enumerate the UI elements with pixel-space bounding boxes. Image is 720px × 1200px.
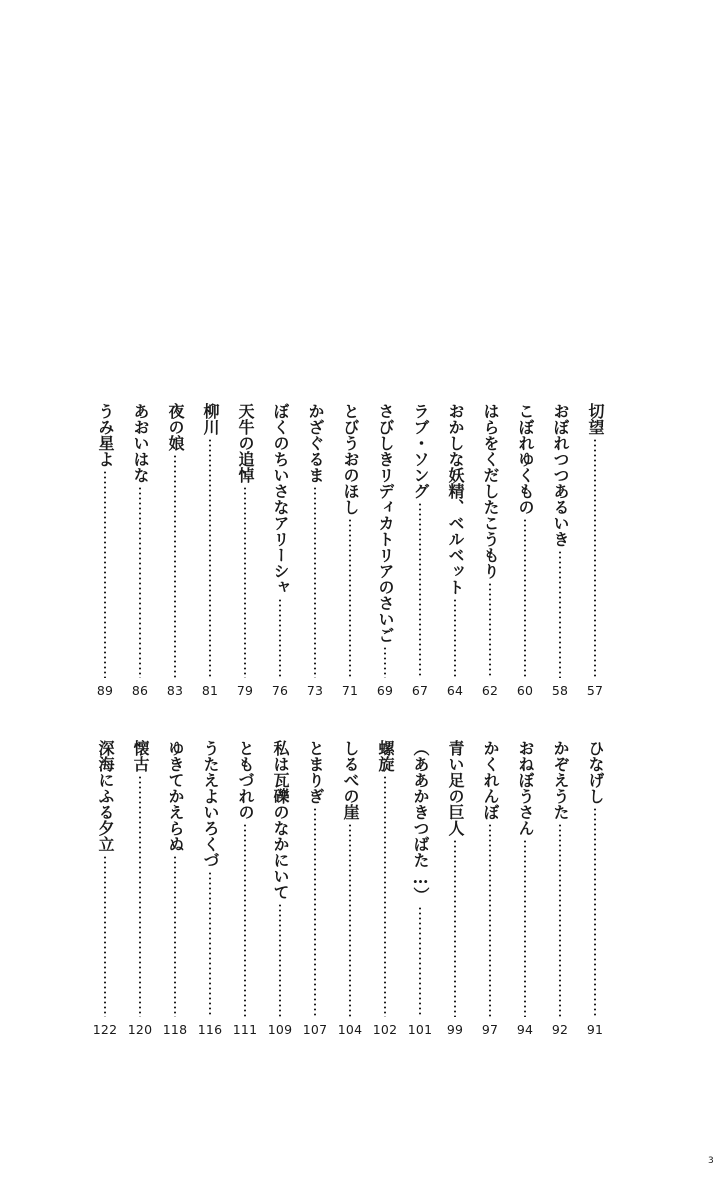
toc-entry-page: 118 <box>162 1022 188 1037</box>
toc-entry-title: うたえよいろくづ <box>201 740 220 868</box>
toc-entry <box>580 740 610 1037</box>
dot-leader <box>209 871 211 1017</box>
toc-entry-page: 111 <box>232 1022 258 1037</box>
toc-entry-title: しるべの崖 <box>341 740 360 820</box>
dot-leader <box>594 807 596 1017</box>
toc-entry-title: 螺旋 <box>376 740 395 772</box>
toc-entry <box>160 403 190 698</box>
dot-leader <box>314 486 316 678</box>
toc-entry-page: 76 <box>271 683 289 698</box>
toc-entry-page: 91 <box>586 1022 604 1037</box>
dot-leader <box>524 839 526 1017</box>
dot-leader <box>454 598 456 678</box>
toc-entry <box>230 740 260 1037</box>
dot-leader <box>384 775 386 1017</box>
toc-entry-page: 122 <box>92 1022 118 1037</box>
toc-entry <box>90 403 120 698</box>
dot-leader <box>559 550 561 678</box>
toc-entry-page: 79 <box>236 683 254 698</box>
toc-entry <box>125 403 155 698</box>
toc-entry-page: 57 <box>586 683 604 698</box>
toc-entry-title: おねぼうさん <box>516 740 535 836</box>
dot-leader <box>139 486 141 678</box>
dot-leader <box>419 906 421 1017</box>
toc-entry-title: とまりぎ <box>306 740 325 804</box>
dot-leader <box>174 454 176 678</box>
dot-leader <box>349 518 351 678</box>
toc-entry-title: かざぐるま <box>306 403 325 483</box>
toc-entry-page: 94 <box>516 1022 534 1037</box>
toc-entry <box>440 740 470 1037</box>
toc-entry <box>370 403 400 698</box>
dot-leader <box>139 775 141 1017</box>
toc-entry-title: はらをくだしたこうもり <box>481 403 500 579</box>
toc-entry-title: おかしな妖精、ベルベット <box>446 403 465 595</box>
toc-entry-title: 天牛の追悼 <box>236 403 255 483</box>
toc-entry-page: 107 <box>302 1022 328 1037</box>
dot-leader <box>279 903 281 1017</box>
toc-entry <box>440 403 470 698</box>
toc-entry <box>545 403 575 698</box>
toc-entry <box>510 403 540 698</box>
toc-entry-page: 101 <box>407 1022 433 1037</box>
toc-entry <box>160 740 190 1037</box>
toc-entry <box>335 740 365 1037</box>
toc-bottom-block <box>90 740 610 1037</box>
toc-entry <box>265 403 295 698</box>
toc-entry-page: 64 <box>446 683 464 698</box>
toc-entry-page: 71 <box>341 683 359 698</box>
dot-leader <box>559 823 561 1017</box>
toc-entry-page: 67 <box>411 683 429 698</box>
toc-entry-title: 私は瓦礫のなかにいて <box>271 740 290 900</box>
toc-entry <box>125 740 155 1037</box>
toc-entry <box>335 403 365 698</box>
toc-entry <box>580 403 610 698</box>
toc-entry-title: 懐古 <box>131 740 150 772</box>
toc-entry-title: かぞえうた <box>551 740 570 820</box>
toc-entry <box>510 740 540 1037</box>
toc-entry-page: 58 <box>551 683 569 698</box>
toc-entry-title: ともづれの <box>236 740 255 820</box>
toc-entry-title: 切望 <box>586 403 605 435</box>
toc-entry-title: さびしきリディカトリアのさいご <box>376 403 395 643</box>
toc-entry-title: ゆきてかえらぬ <box>166 740 185 852</box>
toc-entry <box>545 740 575 1037</box>
toc-entry <box>475 403 505 698</box>
toc-entry <box>195 403 225 698</box>
toc-entry <box>195 740 225 1037</box>
toc-entry <box>300 403 330 698</box>
toc-entry-title: 柳川 <box>201 403 220 435</box>
toc-entry-page: 86 <box>131 683 149 698</box>
toc-entry-page: 81 <box>201 683 219 698</box>
toc-entry-page: 62 <box>481 683 499 698</box>
dot-leader <box>314 807 316 1017</box>
toc-entry <box>90 740 120 1037</box>
toc-entry-page: 104 <box>337 1022 363 1037</box>
toc-entry <box>405 740 435 1037</box>
toc-entry-title: こぼれゆくもの <box>516 403 535 515</box>
dot-leader <box>279 598 281 678</box>
toc-entry-page: 99 <box>446 1022 464 1037</box>
toc-entry <box>265 740 295 1037</box>
toc-entry-title: ラブ・ソング <box>411 403 430 499</box>
dot-leader <box>104 855 106 1017</box>
dot-leader <box>419 502 421 678</box>
toc-entry-title: 夜の娘 <box>166 403 185 451</box>
toc-entry-page: 83 <box>166 683 184 698</box>
dot-leader <box>244 823 246 1017</box>
dot-leader <box>209 438 211 678</box>
toc-entry-page: 97 <box>481 1022 499 1037</box>
toc-entry-title: とびうおのほし <box>341 403 360 515</box>
toc-entry <box>475 740 505 1037</box>
toc-entry-page: 116 <box>197 1022 223 1037</box>
toc-entry-title: （ああかきつばた…） <box>411 740 430 903</box>
dot-leader <box>384 646 386 678</box>
toc-entry-page: 73 <box>306 683 324 698</box>
toc-entry-title: あおいはな <box>131 403 150 483</box>
dot-leader <box>174 855 176 1017</box>
dot-leader <box>349 823 351 1017</box>
toc-entry-page: 69 <box>376 683 394 698</box>
dot-leader <box>594 438 596 678</box>
toc-entry-page: 60 <box>516 683 534 698</box>
toc-entry-title: おぼれつつあるいき <box>551 403 570 547</box>
toc-entry-page: 89 <box>96 683 114 698</box>
toc-entry <box>230 403 260 698</box>
toc-entry <box>300 740 330 1037</box>
toc-entry-title: うみ星よ <box>96 403 115 467</box>
dot-leader <box>104 470 106 678</box>
toc-entry-title: 青い足の巨人 <box>446 740 465 836</box>
toc-entry-title: ぼくのちいさなアリーシャ <box>271 403 290 595</box>
toc-entry-title: かくれんぼ <box>481 740 500 820</box>
dot-leader <box>489 823 491 1017</box>
toc-entry <box>370 740 400 1037</box>
dot-leader <box>244 486 246 678</box>
toc-entry-page: 102 <box>372 1022 398 1037</box>
toc-entry-page: 120 <box>127 1022 153 1037</box>
toc-entry-page: 92 <box>551 1022 569 1037</box>
toc-entry-title: 深海にふる夕立 <box>96 740 115 852</box>
dot-leader <box>524 518 526 678</box>
dot-leader <box>454 839 456 1017</box>
page-number: 3 <box>708 1156 714 1166</box>
toc-top-block <box>90 403 610 698</box>
toc-entry-title: ひなげし <box>586 740 605 804</box>
dot-leader <box>489 582 491 678</box>
toc-entry <box>405 403 435 698</box>
toc-entry-page: 109 <box>267 1022 293 1037</box>
